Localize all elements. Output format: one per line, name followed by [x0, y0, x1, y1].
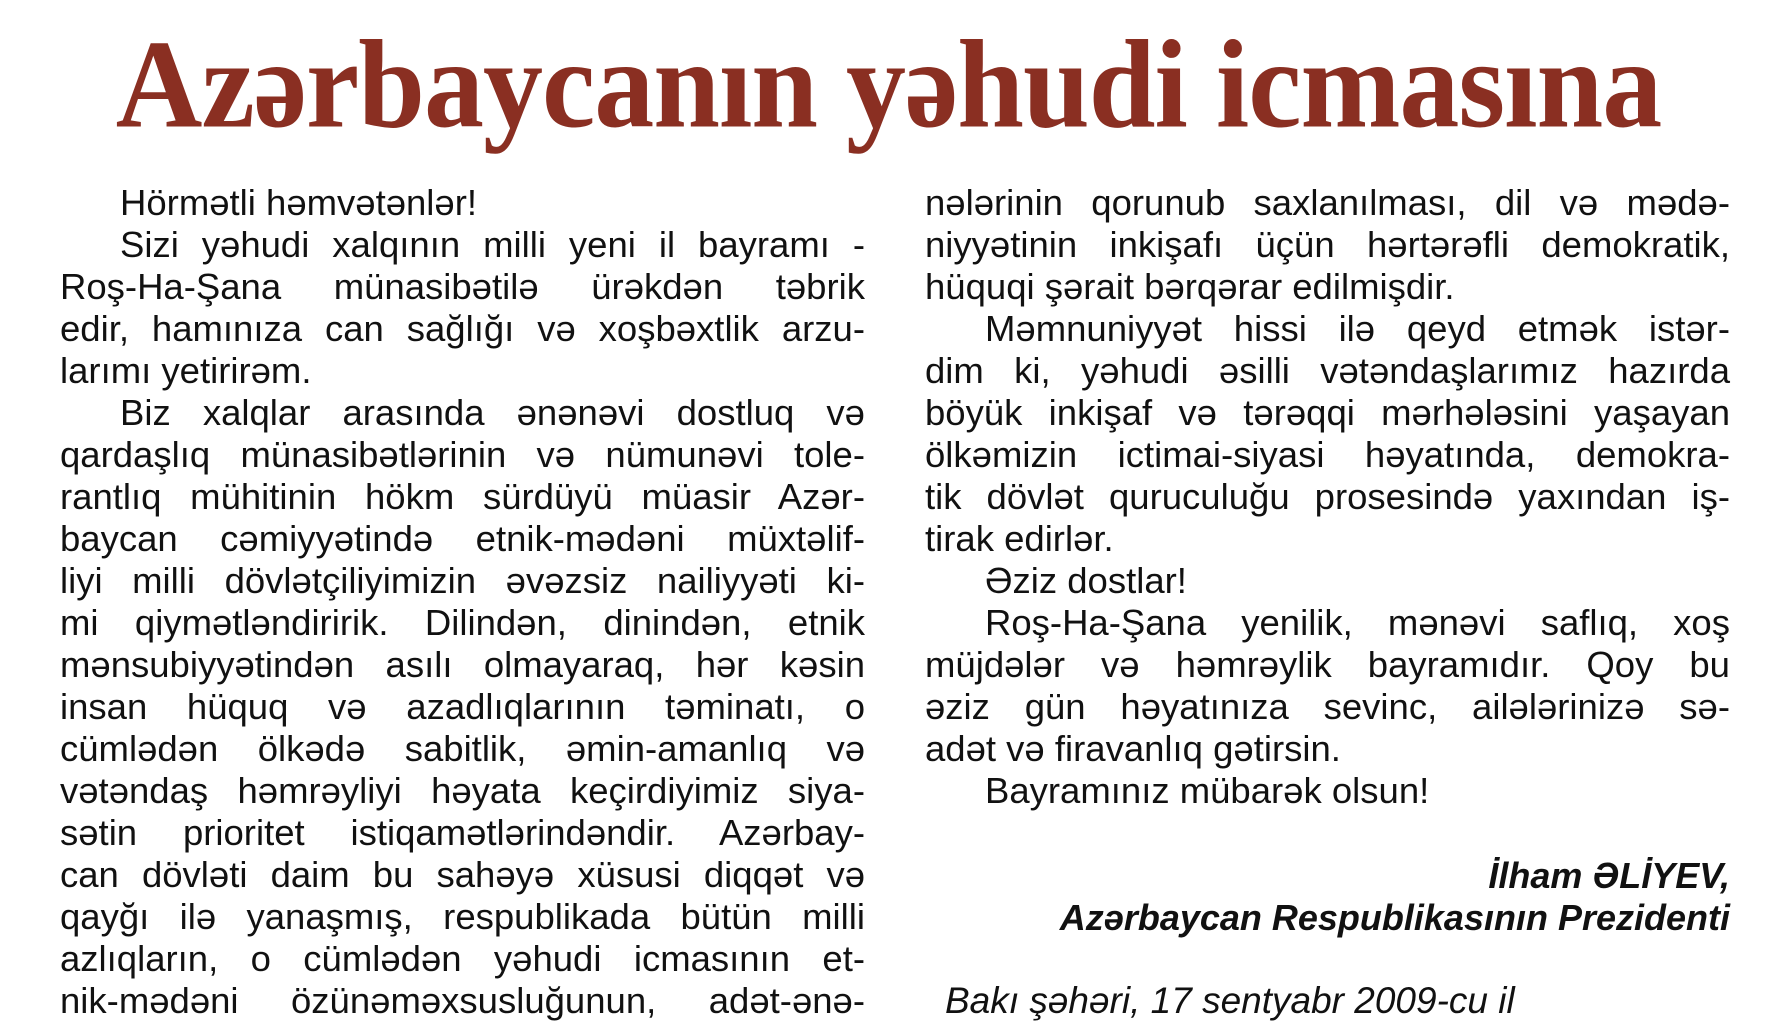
text-line: mənsubiyyətindən asılı olmayaraq, hər kəsin — [60, 644, 865, 685]
text-line: liyi milli dövlətçiliyimizin əvəzsiz nailiyyəti ki- — [60, 560, 865, 601]
text-line: niyyətinin inkişafı üçün hərtərəfli demokratik, — [925, 224, 1730, 265]
headline: Azərbaycanın yəhudi icmasına — [115, 14, 1662, 155]
text-line: can dövləti daim bu sahəyə xüsusi diqqət və — [60, 854, 865, 895]
text-line: tik dövlət quruculuğu prosesində yaxından iş- — [925, 476, 1730, 517]
text-line: Bayramınız mübarək olsun! — [985, 770, 1430, 811]
text-line: rantlıq mühitinin hökm sürdüyü müasir Azər- — [60, 476, 865, 517]
text-line: azlıqların, o cümlədən yəhudi icmasının et- — [60, 938, 865, 979]
text-line: dim ki, yəhudi əsilli vətəndaşlarımız hazırda — [925, 350, 1730, 391]
right-column — [925, 182, 1730, 812]
text-line: baycan cəmiyyətində etnik-mədəni müxtəlif- — [60, 518, 865, 559]
text-line: müjdələr və həmrəylik bayramıdır. Qoy bu — [925, 644, 1730, 685]
text-line: Roş-Ha-Şana münasibətilə ürəkdən təbrik — [60, 266, 865, 307]
text-line: mi qiymətləndiririk. Dilindən, dinindən, etnik — [60, 602, 865, 643]
text-line: Hörmətli həmvətənlər! — [120, 182, 478, 223]
text-line: əziz gün həyatınıza sevinc, ailələrinizə sə- — [925, 686, 1730, 727]
text-line: insan hüquq və azadlıqlarının təminatı, o — [60, 686, 865, 727]
text-line: Əziz dostlar! — [985, 560, 1187, 601]
place-date: Bakı şəhəri, 17 sentyabr 2009-cu il — [945, 980, 1515, 1021]
text-line: tirak edirlər. — [925, 518, 1114, 559]
signature-name: İlham ƏLİYEV, — [1488, 855, 1730, 896]
text-line: qardaşlıq münasibətlərinin və nümunəvi tole- — [60, 434, 865, 475]
text-line: hüquqi şərait bərqərar edilmişdir. — [925, 266, 1455, 307]
text-line: nik-mədəni özünəməxsusluğunun, adət-ənə- — [60, 980, 865, 1021]
text-line: nələrinin qorunub saxlanılması, dil və mədə- — [925, 182, 1730, 223]
text-line: Məmnuniyyət hissi ilə qeyd etmək istər- — [985, 308, 1730, 349]
text-line: edir, hamınıza can sağlığı və xoşbəxtlik arzu- — [60, 308, 865, 349]
text-line: böyük inkişaf və tərəqqi mərhələsini yaşayan — [925, 392, 1730, 433]
text-line: Sizi yəhudi xalqının milli yeni il bayramı - — [120, 224, 865, 265]
text-line: larımı yetirirəm. — [60, 350, 312, 391]
text-line: Roş-Ha-Şana yenilik, mənəvi saflıq, xoş — [985, 602, 1730, 643]
text-line: Biz xalqlar arasında ənənəvi dostluq və — [120, 392, 865, 433]
text-line: qayğı ilə yanaşmış, respublikada bütün milli — [60, 896, 865, 937]
text-line: adət və firavanlıq gətirsin. — [925, 728, 1341, 769]
text-line: vətəndaş həmrəyliyi həyata keçirdiyimiz siya- — [60, 770, 865, 811]
text-line: ölkəmizin ictimai-siyasi həyatında, demokra- — [925, 434, 1730, 475]
signature-title: Azərbaycan Respublikasının Prezidenti — [1059, 897, 1730, 938]
text-line: cümlədən ölkədə sabitlik, əmin-amanlıq və — [60, 728, 865, 769]
text-line: sətin prioritet istiqamətlərindəndir. Azərbay- — [60, 812, 865, 853]
left-column — [60, 182, 865, 1022]
